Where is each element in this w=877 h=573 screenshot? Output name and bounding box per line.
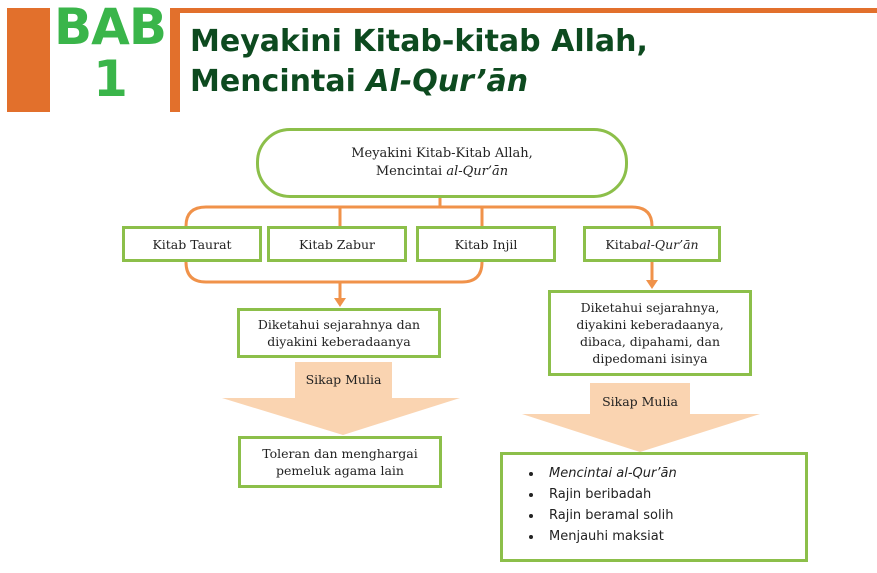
left-description-line-2: diyakini keberadaanya (267, 334, 411, 349)
root-line-2-italic: al-Qur’ān (446, 164, 509, 179)
right-description-line: Diketahui sejarahnya, (580, 300, 720, 315)
left-result-line-1: Toleran dan menghargai (262, 446, 418, 461)
chapter-label: BAB (54, 0, 166, 56)
book-label-italic: al-Qur’ān (639, 236, 699, 252)
title-line-2-text: Mencintai (190, 64, 367, 99)
title-line-1: Meyakini Kitab-kitab Allah, (190, 24, 648, 59)
right-description (548, 290, 752, 376)
book-zabur (267, 226, 407, 262)
list-item: • Rajin beribadah (543, 484, 805, 505)
right-description-line: dipedomani isinya (592, 351, 708, 366)
right-description-line: dibaca, dipahami, dan (579, 334, 721, 349)
root-line-1: Meyakini Kitab-Kitab Allah, (351, 146, 533, 161)
chapter-number: 1 (93, 50, 127, 108)
left-description-line-1: Diketahui sejarahnya dan (257, 317, 421, 332)
root-line-2-text: Mencintai (375, 164, 447, 179)
right-description-line: diyakini keberadaanya, (576, 317, 724, 332)
list-item (543, 463, 805, 484)
list-item: • Rajin beramal solih (543, 505, 805, 526)
left-description (237, 308, 441, 358)
book-taurat (122, 226, 262, 262)
root-line-2 (376, 163, 508, 181)
book-label: Kitab (605, 236, 640, 252)
list-item-text: Mencintai (549, 466, 617, 481)
right-result-list (500, 452, 808, 562)
left-arrow-label: Sikap Mulia (305, 372, 382, 387)
book-label: Kitab Zabur (299, 236, 375, 252)
book-label: Kitab Taurat (152, 236, 232, 252)
root-node (256, 128, 628, 198)
list-item: • Menjauhi maksiat (543, 526, 805, 547)
left-result (238, 436, 442, 488)
book-quran (583, 226, 721, 262)
book-injil (416, 226, 556, 262)
book-label: Kitab Injil (454, 236, 518, 252)
title-line-2-italic: Al-Qur’ān (366, 64, 529, 99)
left-result-line-2: pemeluk agama lain (276, 463, 404, 478)
right-arrow-label: Sikap Mulia (602, 394, 678, 409)
list-item-italic: al-Qur’ān (616, 466, 677, 481)
